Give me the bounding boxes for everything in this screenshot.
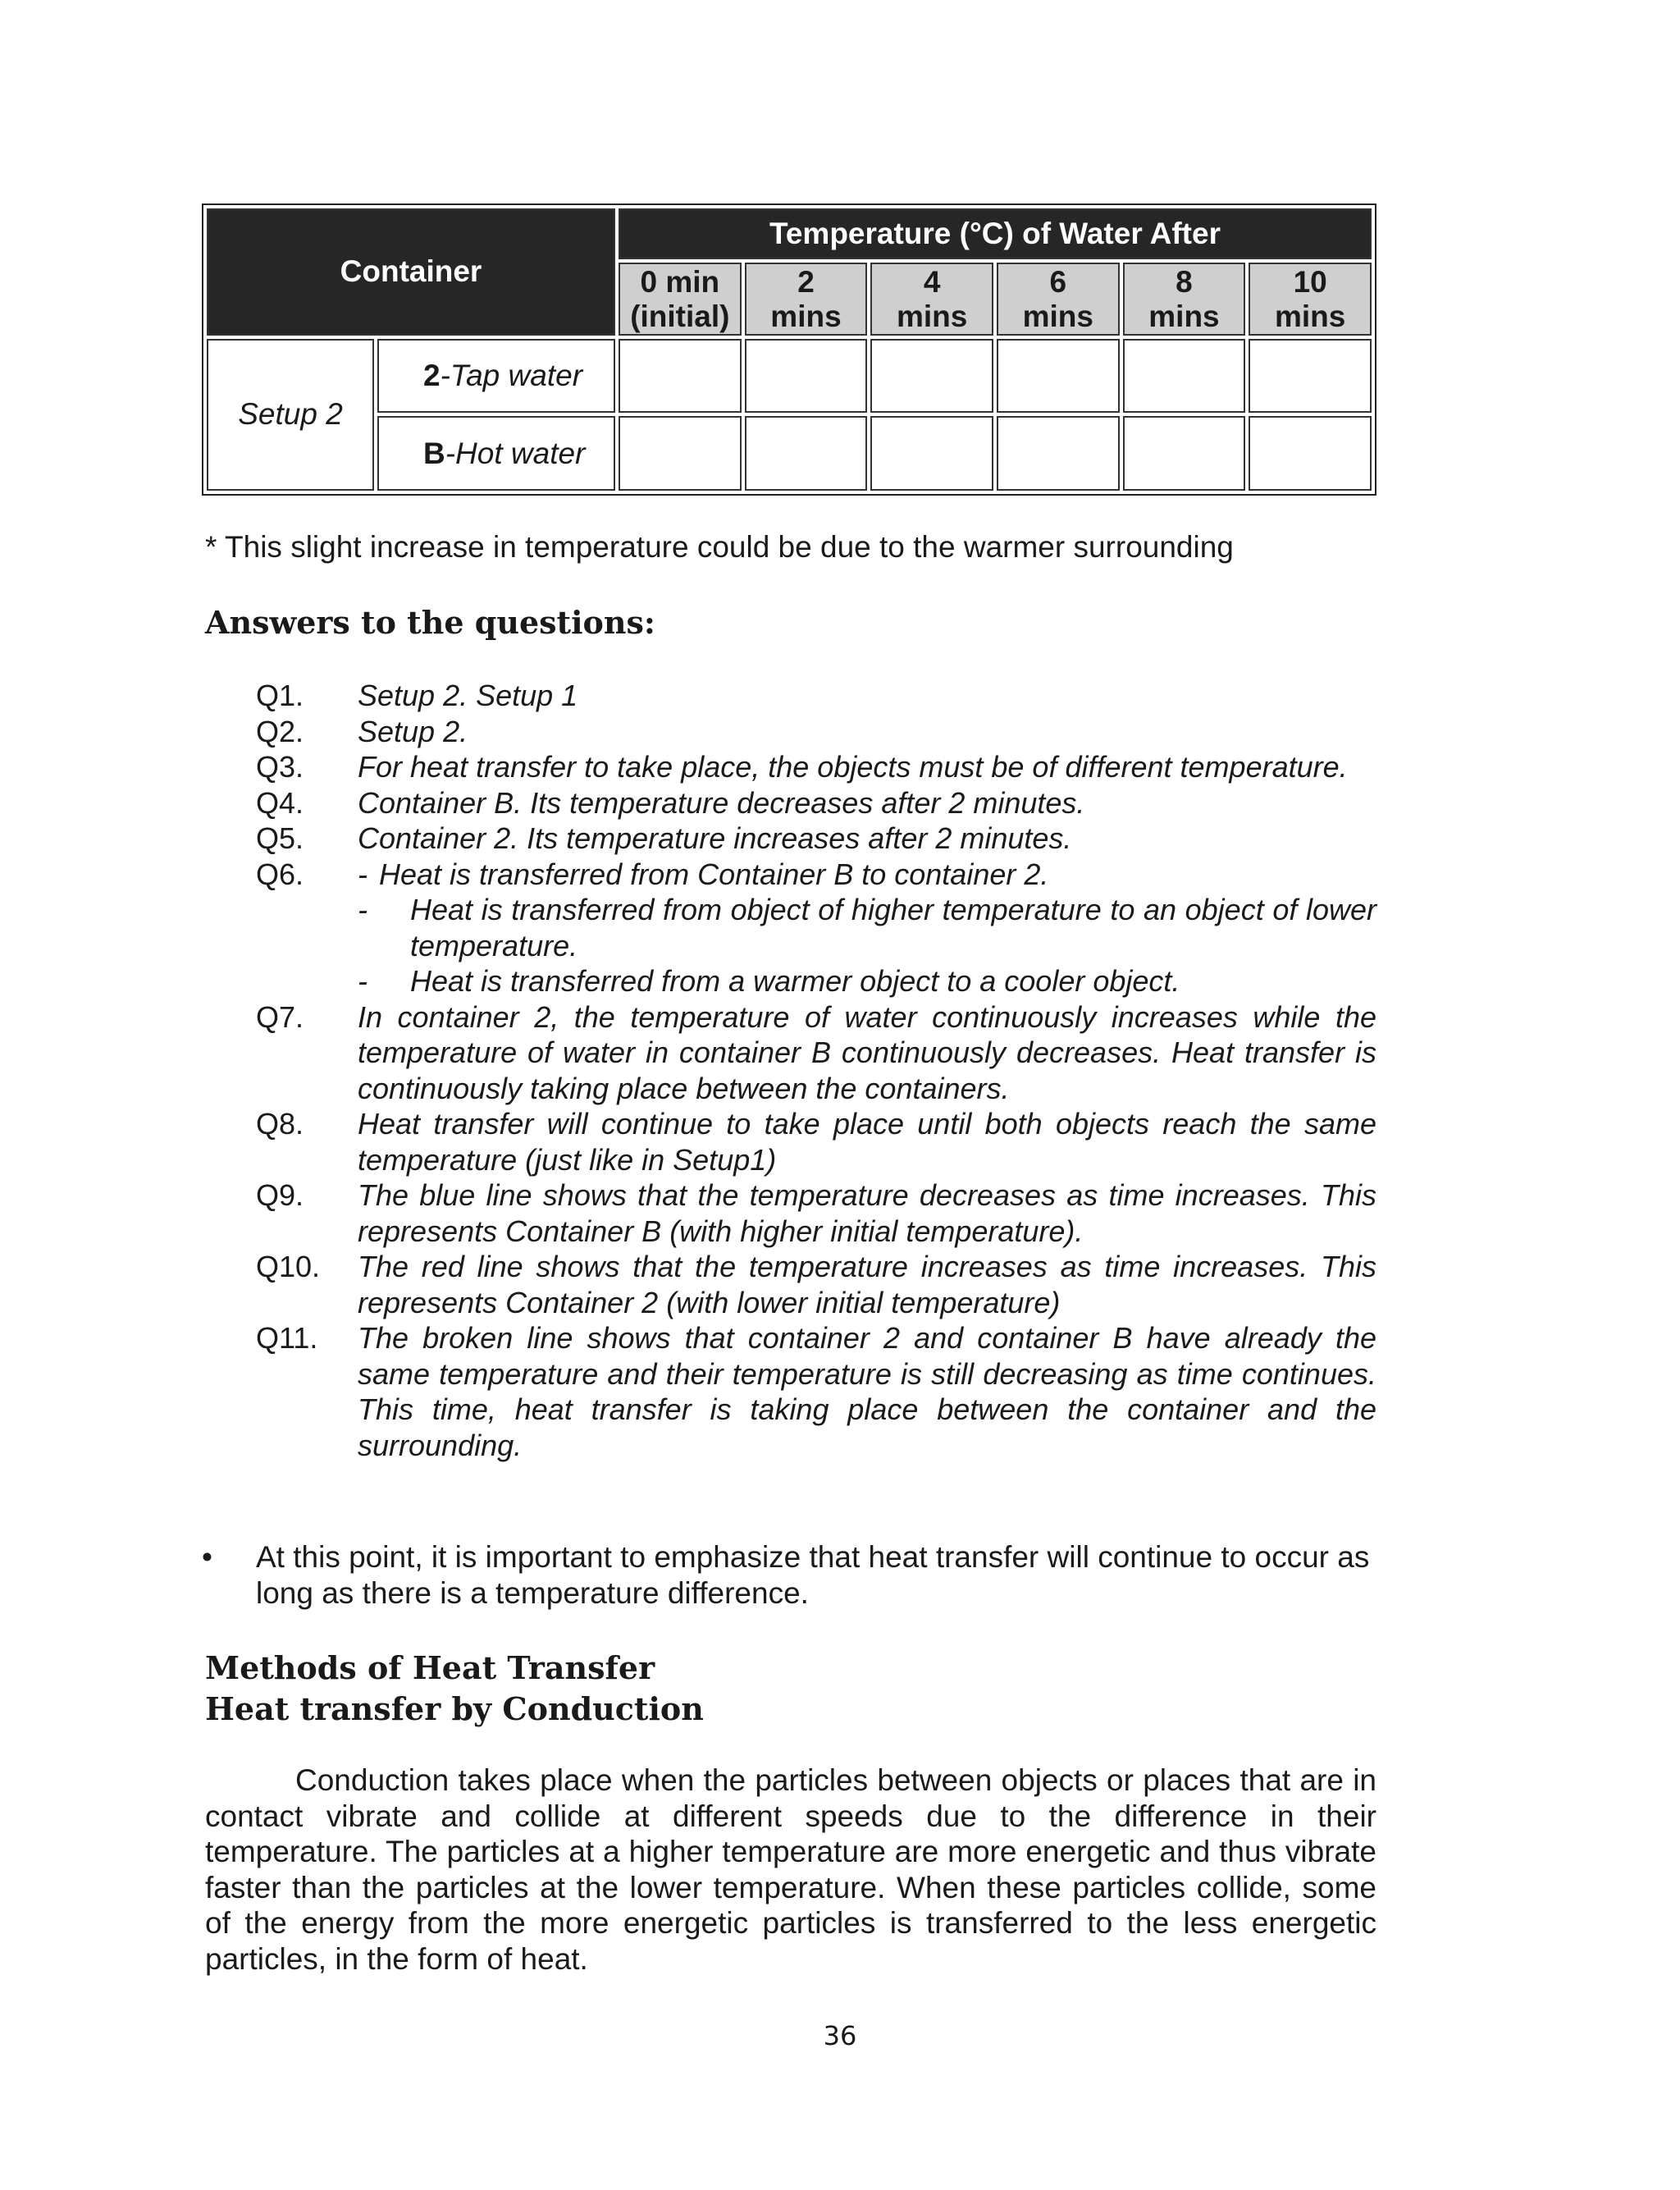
time-col-0: 0 min (initial) <box>619 263 742 336</box>
empty-cell <box>997 416 1120 491</box>
methods-heading: Methods of Heat Transfer <box>205 1649 655 1686</box>
dash-item: - Heat is transferred from a warmer object to a cooler object. <box>358 964 1180 998</box>
empty-cell <box>1123 416 1246 491</box>
list-item: Q6. - Heat is transferred from Container B to container 2. - Heat is transferred from object of higher temperature to an object of lower temperature. - Heat is transferred from a warmer object to a cooler object. <box>256 857 1376 998</box>
empty-cell <box>1249 416 1372 491</box>
list-item: Q11. The broken line shows that container 2 and container B have already the same temperature and their temperature is still decreasing as time continues. This time, heat transfer is taking place between the container and the surrounding. <box>256 1321 1376 1462</box>
empty-cell <box>619 416 742 491</box>
bullet-point: • At this point, it is important to emphasize that heat transfer will continue to occur as long as there is a temperature difference. <box>202 1540 1370 1610</box>
empty-cell <box>1123 339 1246 414</box>
list-item: Q9. The blue line shows that the temperature decreases as time increases. This represents Container B (with higher initial temperature). <box>256 1178 1376 1248</box>
empty-cell <box>619 339 742 414</box>
empty-cell <box>870 416 993 491</box>
list-item: Q2. Setup 2. <box>256 714 468 748</box>
empty-cell <box>1249 339 1372 414</box>
temperature-header: Temperature (°C) of Water After <box>619 208 1372 259</box>
list-item: Q3. For heat transfer to take place, the objects must be of different temperature. <box>256 750 1348 784</box>
list-item: Q5. Container 2. Its temperature increases after 2 minutes. <box>256 821 1072 855</box>
conduction-paragraph: Conduction takes place when the particles between objects or places that are in contact vibrate and collide at different speeds due to the difference in their temperature. The particles at a higher temperature are more energetic and thus vibrate faster than the particles at the lower temperature. When these particles collide, some of the energy from the more energetic particles is transferred to the less energetic particles, in the form of heat. <box>205 1763 1376 1976</box>
row-label-hot-water: B-Hot water <box>377 416 615 491</box>
empty-cell <box>745 339 868 414</box>
time-col-8: 8 mins <box>1123 263 1246 336</box>
list-item: Q7. In container 2, the temperature of water continuously increases while the temperature of water in container B continuously decreases. Heat transfer is continuously taking place between the containers. <box>256 999 1376 1105</box>
table-row <box>207 339 1372 414</box>
temperature-table <box>202 203 1376 496</box>
list-item: Q8. Heat transfer will continue to take place until both objects reach the same temperature (just like in Setup1) <box>256 1107 1376 1177</box>
empty-cell <box>745 416 868 491</box>
answers-list <box>256 678 1376 1463</box>
list-item: Q1. Setup 2. Setup 1 <box>256 679 578 712</box>
list-item: Q4. Container B. Its temperature decreases after 2 minutes. <box>256 785 1085 820</box>
list-item: Q10. The red line shows that the temperature increases as time increases. This represents Container 2 (with lower initial temperature) <box>256 1250 1376 1319</box>
setup-label: Setup 2 <box>207 339 374 491</box>
table-row <box>207 416 1372 491</box>
conduction-heading: Heat transfer by Conduction <box>205 1690 704 1727</box>
dash-item: - Heat is transferred from Container B to container 2. <box>358 857 1049 891</box>
dash-item: - Heat is transferred from object of higher temperature to an object of lower temperature. <box>358 893 1376 962</box>
time-col-6: 6 mins <box>997 263 1120 336</box>
time-col-2: 2 mins <box>745 263 868 336</box>
page-number: 36 <box>823 2020 857 2051</box>
table-note: * This slight increase in temperature could be due to the warmer surrounding <box>205 530 1234 564</box>
empty-cell <box>870 339 993 414</box>
time-col-4: 4 mins <box>870 263 993 336</box>
empty-cell <box>997 339 1120 414</box>
time-col-10: 10 mins <box>1249 263 1372 336</box>
row-label-tap-water: 2-Tap water <box>377 339 615 414</box>
container-header: Container <box>207 208 615 336</box>
answers-heading: Answers to the questions: <box>205 604 655 641</box>
bullet-icon: • <box>202 1540 212 1574</box>
